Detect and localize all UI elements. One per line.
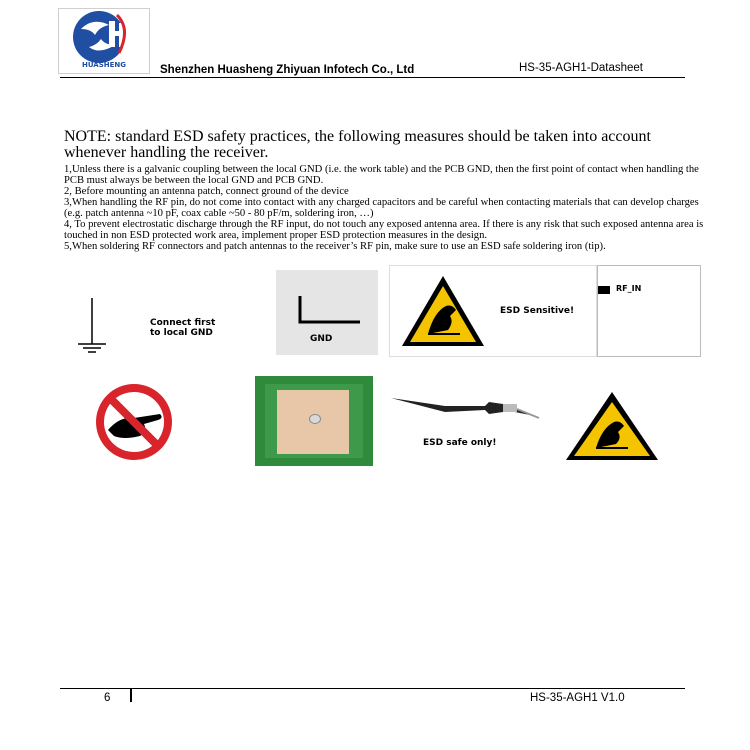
patch-antenna-figure	[255, 376, 373, 466]
esd-safe-label: ESD safe only!	[423, 438, 497, 448]
page-number: 6	[104, 692, 111, 704]
footer-rule	[60, 688, 685, 689]
no-touch-figure	[64, 378, 236, 466]
esd-warning-triangle-icon	[398, 272, 488, 352]
note-title: NOTE: standard ESD safety practices, the following measures should be taken into account whenever handling the receiver.	[64, 128, 651, 161]
header-rule	[60, 77, 685, 78]
gnd-label: GND	[310, 334, 333, 344]
note-item: 5,When soldering RF connectors and patch antennas to the receiver’s RF pin, make sure to use an ESD safe soldering iron (tip).	[64, 241, 606, 252]
company-name: Shenzhen Huasheng Zhiyuan Infotech Co., Ltd	[160, 64, 415, 76]
document-version: HS-35-AGH1 V1.0	[530, 692, 625, 704]
document-name: HS-35-AGH1-Datasheet	[519, 62, 643, 74]
note-item: 4, To prevent electrostatic discharge through the RF input, do not touch any exposed antenna area. If there is any risk that such exposed antenna area is touched in non ESD protected work area, implement proper ESD protection measures in the design.	[64, 219, 704, 241]
esd-warning-triangle-icon	[560, 388, 664, 466]
note-item: 2, Before mounting an antenna patch, connect ground of the device	[64, 186, 349, 197]
logo-text: HUASHENG	[81, 61, 127, 69]
esd-sensitive-label: ESD Sensitive!	[500, 306, 575, 316]
note-item: 1,Unless there is a galvanic coupling between the local GND (i.e. the work table) and the PCB GND, then the first point of contact when handling the PCB must always be between the local GND and PCB GND.	[64, 164, 699, 186]
connect-gnd-figure	[64, 284, 236, 368]
esd-sensitive-figure	[389, 265, 597, 357]
company-logo	[58, 8, 150, 74]
footer-separator	[130, 688, 132, 702]
soldering-iron-icon	[385, 376, 548, 436]
rf-in-label: RF_IN	[616, 284, 642, 293]
rf-in-pin	[597, 286, 610, 294]
antenna-feed-pin	[309, 414, 321, 424]
rf-in-figure	[597, 265, 701, 357]
note-items	[64, 164, 704, 252]
esd-safe-iron-figure	[385, 376, 548, 466]
gnd-pad-figure	[276, 270, 378, 355]
esd-warning-figure	[560, 388, 664, 466]
connect-gnd-label: Connect first to local GND	[150, 318, 216, 338]
note-item: 3,When handling the RF pin, do not come into contact with any charged capacitors and be careful when contacting materials that can develop charges (e.g. patch antenna ~10 pF, coax cable ~50 - 80 pF/m, soldering iron, …)	[64, 197, 699, 219]
no-touch-prohibition-icon	[64, 378, 236, 466]
